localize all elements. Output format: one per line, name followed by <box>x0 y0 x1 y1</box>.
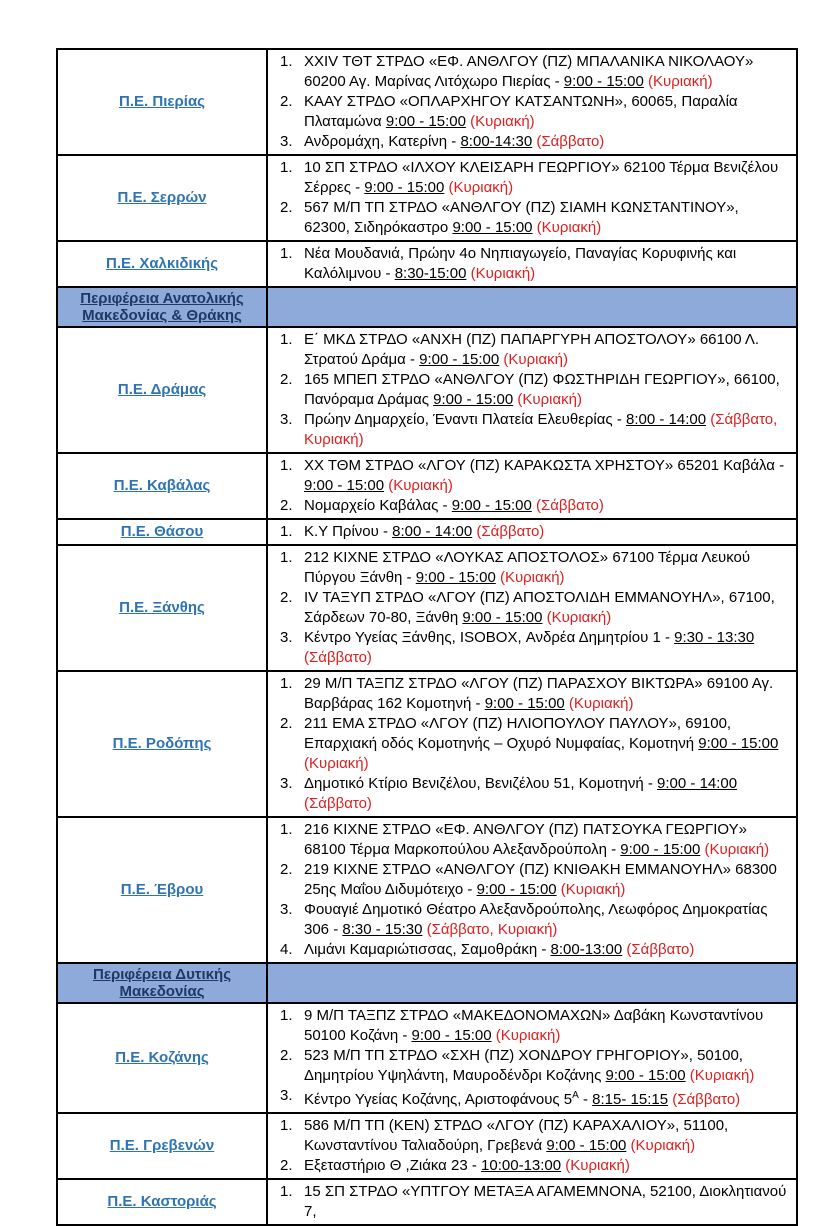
location-entry <box>268 1046 788 1086</box>
location-entry <box>268 496 788 516</box>
location-text: Κέντρο Υγείας Κοζάνης, Αριστοφάνους 5 <box>304 1091 573 1108</box>
entry-text <box>304 940 788 960</box>
entry-text <box>304 548 788 588</box>
day-text: (Κυριακή) <box>304 755 369 772</box>
location-text: 586 Μ/Π ΤΠ (ΚΕΝ) ΣΤΡΔΟ «ΛΓΟΥ (ΠΖ) ΚΑΡΑΧΑΛΙΟΥ», 51100, Κωνσταντίνου Ταλιαδούρη, Γρεβενά <box>304 1117 729 1154</box>
entry-text <box>304 674 788 714</box>
locations-cell <box>267 817 797 963</box>
hours-text: 9:00 - 15:00 <box>385 113 466 130</box>
location-text: 9 Μ/Π ΤΑΞΠΖ ΣΤΡΔΟ «ΜΑΚΕΔΟΝΟΜΑΧΩΝ» Δαβάκη Κωνσταντίνου 50100 Κοζάνη - <box>304 1007 764 1044</box>
entry-text <box>304 198 788 238</box>
location-entry <box>268 774 788 814</box>
hours-text: 9:00 - 15:00 <box>546 1137 627 1154</box>
hours-text: 8:30 - 15:30 <box>342 921 423 938</box>
unit-row <box>57 519 797 545</box>
day-text: (Κυριακή) <box>384 477 453 494</box>
unit-row <box>57 49 797 155</box>
location-entry <box>268 588 788 628</box>
locations-cell <box>267 671 797 817</box>
entry-text <box>304 1006 788 1046</box>
hours-text: 8:30-15:00 <box>394 265 467 282</box>
unit-name-cell <box>57 1179 267 1225</box>
unit-name-cell <box>57 327 267 453</box>
entry-text <box>304 52 788 92</box>
entry-number: 1. <box>280 549 293 566</box>
entry-number: 1. <box>280 159 293 176</box>
entry-number: 3. <box>280 775 293 792</box>
unit-name: Π.Ε. Πιερίας <box>119 93 205 110</box>
day-text: (Κυριακή) <box>542 609 612 626</box>
unit-name-cell <box>57 241 267 287</box>
entry-number: 1. <box>280 1117 293 1134</box>
entry-number: 2. <box>280 371 293 388</box>
entry-number: 2. <box>280 497 293 514</box>
location-entry <box>268 244 788 284</box>
unit-name: Π.Ε. Χαλκιδικής <box>105 255 219 272</box>
unit-name-cell <box>57 545 267 671</box>
hours-text: 9:00 - 15:00 <box>364 179 445 196</box>
schedule-table <box>56 48 798 1226</box>
hours-text: 9:00 - 15:00 <box>484 695 565 712</box>
location-entry <box>268 522 788 542</box>
day-text: (Κυριακή) <box>643 73 713 90</box>
day-text: (Κυριακή) <box>626 1137 696 1154</box>
location-entry <box>268 714 788 774</box>
entry-number: 1. <box>280 821 293 838</box>
hours-text: 8:00-14:30 <box>460 133 533 150</box>
unit-row <box>57 545 797 671</box>
entry-text <box>304 860 788 900</box>
entry-number: 3. <box>280 1087 293 1104</box>
day-text: (Κυριακή) <box>513 391 582 408</box>
day-text: (Σάββατο) <box>304 795 372 812</box>
entry-text <box>304 1086 788 1110</box>
hours-text: 8:00 - 14:00 <box>392 523 473 540</box>
hours-text: 9:00 - 15:00 <box>605 1067 686 1084</box>
day-text: (Κυριακή) <box>495 569 565 586</box>
unit-name-cell <box>57 671 267 817</box>
location-text: Εξεταστήριο Θ ,Ζιάκα 23 - <box>304 1157 482 1174</box>
entry-number: 2. <box>280 861 293 878</box>
entry-text <box>304 244 788 284</box>
location-text: Ε΄ ΜΚΔ ΣΤΡΔΟ «ΑΝΧΗ (ΠΖ) ΠΑΠΑΡΓΥΡΗ ΑΠΟΣΤΟΛΟΥ» 66100 Λ. Στρατού Δράμα - <box>304 331 760 368</box>
location-text: IV ΤΑΞΥΠ ΣΤΡΔΟ «ΛΓΟΥ (ΠΖ) ΑΠΟΣΤΟΛΙΔΗ ΕΜΜΑΝΟΥΗΛ», 67100, Σάρδεων 70-80, Ξάνθη <box>304 589 775 626</box>
location-text: ΚΑΑΥ ΣΤΡΔΟ «ΟΠΛΑΡΧΗΓΟΥ ΚΑΤΣΑΝΤΩΝΗ», 60065, Παραλία Πλαταμώνα <box>304 93 738 130</box>
location-text: Φουαγιέ Δημοτικό Θέατρο Αλεξανδρούπολης, Λεωφόρος Δημοκρατίας 306 - <box>304 901 768 938</box>
location-entry <box>268 940 788 960</box>
hours-text: 9:00 - 15:00 <box>304 477 385 494</box>
hours-text: 9:00 - 15:00 <box>563 73 644 90</box>
unit-name: Π.Ε. Καστοριάς <box>107 1193 217 1210</box>
unit-name-cell <box>57 1003 267 1113</box>
location-text: 567 Μ/Π ΤΠ ΣΤΡΔΟ «ΑΝΘΛΓΟΥ (ΠΖ) ΣΙΑΜΗ ΚΩΝΣΤΑΝΤΙΝΟΥ», 62300, Σιδηρόκαστρο <box>304 199 739 236</box>
location-entry <box>268 52 788 92</box>
location-text: Νέα Μουδανιά, Πρώην 4ο Νηπιαγωγείο, Παναγίας Κορυφινής και Καλόλιμνου - <box>304 245 737 282</box>
hours-text: 9:00 - 15:00 <box>451 497 532 514</box>
unit-name-cell <box>57 519 267 545</box>
day-text: (Σάββατο) <box>668 1091 741 1108</box>
hours-text: 9:00 - 15:00 <box>415 569 496 586</box>
locations-cell <box>267 519 797 545</box>
hours-text: 9:00 - 15:00 <box>452 219 533 236</box>
location-entry <box>268 1006 788 1046</box>
location-entry <box>268 132 788 152</box>
unit-name-cell <box>57 155 267 241</box>
entry-text <box>304 588 788 628</box>
entry-number: 2. <box>280 589 293 606</box>
locations-cell <box>267 453 797 519</box>
entry-number: 2. <box>280 93 293 110</box>
location-text: 523 Μ/Π ΤΠ ΣΤΡΔΟ «ΣΧΗ (ΠΖ) ΧΟΝΔΡΟΥ ΓΡΗΓΟΡΙΟΥ», 50100, Δημητρίου Υψηλάντη, Μαυροδένδρι Κοζάνης <box>304 1047 743 1084</box>
entry-text <box>304 820 788 860</box>
day-text: (Σάββατο) <box>532 133 605 150</box>
day-text: (Κυριακή) <box>466 265 536 282</box>
unit-name: Π.Ε. Ξάνθης <box>119 599 205 616</box>
entry-text <box>304 158 788 198</box>
locations-cell <box>267 327 797 453</box>
location-entry <box>268 900 788 940</box>
unit-name: Π.Ε. Δράμας <box>117 381 207 398</box>
region-header-row <box>57 963 797 1003</box>
location-text: 15 ΣΠ ΣΤΡΔΟ «ΥΠΤΓΟΥ ΜΕΤΑΞΑ ΑΓΑΜΕΜΝΟΝΑ, 52100, Διοκλητιανού 7, <box>304 1183 787 1220</box>
location-entry <box>268 198 788 238</box>
locations-cell <box>267 1003 797 1113</box>
unit-row <box>57 453 797 519</box>
day-text: (Σάββατο) <box>304 649 372 666</box>
hours-text: 9:00 - 15:00 <box>433 391 514 408</box>
location-text: Λιμάνι Καμαριώτισσας, Σαμοθράκη - <box>304 941 551 958</box>
hours-text: 9:00 - 14:00 <box>657 775 738 792</box>
entry-number: 1. <box>280 331 293 348</box>
unit-name: Π.Ε. Έβρου <box>120 881 204 898</box>
unit-row <box>57 1113 797 1179</box>
hours-text: 9:00 - 15:00 <box>698 735 779 752</box>
unit-row <box>57 1179 797 1225</box>
entry-number: 3. <box>280 629 293 646</box>
day-text: (Σάββατο, Κυριακή) <box>304 411 778 448</box>
day-text: (Κυριακή) <box>499 351 568 368</box>
entry-text <box>304 1116 788 1156</box>
location-text: ΧΧ ΤΘΜ ΣΤΡΔΟ «ΛΓΟΥ (ΠΖ) ΚΑΡΑΚΩΣΤΑ ΧΡΗΣΤΟΥ» 65201 Καβάλα - <box>304 457 785 474</box>
locations-cell <box>267 49 797 155</box>
hours-text: 10:00-13:00 <box>481 1157 562 1174</box>
unit-row <box>57 671 797 817</box>
entry-text <box>304 132 788 152</box>
entry-text <box>304 92 788 132</box>
location-text: 29 Μ/Π ΤΑΞΠΖ ΣΤΡΔΟ «ΛΓΟΥ (ΠΖ) ΠΑΡΑΣΧΟΥ ΒΙΚΤΩΡΑ» 69100 Αγ. Βαρβάρας 162 Κομοτηνή - <box>304 675 774 712</box>
locations-cell <box>267 287 797 327</box>
entry-number: 3. <box>280 411 293 428</box>
hours-text: 9:00 - 15:00 <box>476 881 557 898</box>
entry-text <box>304 496 788 516</box>
hours-text: 9:30 - 13:30 <box>674 629 755 646</box>
location-text: - <box>578 1091 593 1108</box>
unit-row <box>57 241 797 287</box>
day-text: (Σάββατο, Κυριακή) <box>422 921 558 938</box>
entry-number: 1. <box>280 245 293 262</box>
location-entry <box>268 1116 788 1156</box>
locations-cell <box>267 155 797 241</box>
location-text: Νομαρχείο Καβάλας - <box>304 497 452 514</box>
entry-number: 1. <box>280 1007 293 1024</box>
location-entry <box>268 370 788 410</box>
location-text: Κέντρο Υγείας Ξάνθης, ISOBOX, Ανδρέα Δημητρίου 1 - <box>304 629 675 646</box>
unit-name-cell <box>57 1113 267 1179</box>
entry-text <box>304 900 788 940</box>
entry-text <box>304 410 788 450</box>
location-text: 216 ΚΙΧΝΕ ΣΤΡΔΟ «ΕΦ. ΑΝΘΛΓΟΥ (ΠΖ) ΠΑΤΣΟΥΚΑ ΓΕΩΡΓΙΟΥ» 68100 Τέρμα Μαρκοπούλου Αλεξανδρούπολη - <box>304 821 747 858</box>
unit-name: Π.Ε. Κοζάνης <box>115 1049 209 1066</box>
entry-number: 1. <box>280 523 293 540</box>
entry-number: 2. <box>280 1157 293 1174</box>
location-entry <box>268 1156 788 1176</box>
location-entry <box>268 674 788 714</box>
region-name: Περιφέρεια Ανατολικής Μακεδονίας & Θράκης <box>80 290 244 324</box>
day-text: (Σάββατο) <box>622 941 695 958</box>
location-text: Α <box>572 1090 579 1101</box>
entry-number: 3. <box>280 901 293 918</box>
entry-text <box>304 774 788 814</box>
location-entry <box>268 628 788 668</box>
entry-text <box>304 370 788 410</box>
hours-text: 8:15- 15:15 <box>592 1091 669 1108</box>
unit-name: Π.Ε. Καβάλας <box>113 477 211 494</box>
day-text: (Σάββατο) <box>472 523 545 540</box>
entry-number: 1. <box>280 1183 293 1200</box>
location-text: 10 ΣΠ ΣΤΡΔΟ «ΙΛΧΟΥ ΚΛΕΙΣΑΡΗ ΓΕΩΡΓΙΟΥ» 62100 Τέρμα Βενιζέλου Σέρρες - <box>304 159 779 196</box>
entry-text <box>304 1182 788 1222</box>
region-name-cell <box>57 963 267 1003</box>
day-text: (Σάββατο) <box>531 497 604 514</box>
unit-name-cell <box>57 817 267 963</box>
hours-text: 9:00 - 15:00 <box>462 609 543 626</box>
day-text: (Κυριακή) <box>561 1157 630 1174</box>
day-text: (Κυριακή) <box>491 1027 561 1044</box>
entry-number: 2. <box>280 199 293 216</box>
location-entry <box>268 410 788 450</box>
location-text: Πρώην Δημαρχείο, Έναντι Πλατεία Ελευθερίας - <box>304 411 626 428</box>
hours-text: 8:00 - 14:00 <box>625 411 707 428</box>
unit-row <box>57 1003 797 1113</box>
location-text: XXIV ΤΘΤ ΣΤΡΔΟ «ΕΦ. ΑΝΘΛΓΟΥ (ΠΖ) ΜΠΑΛΑΝΙΚΑ ΝΙΚΟΛΑΟΥ» 60200 Αγ. Μαρίνας Λιτόχωρο Πιερίας - <box>304 53 754 90</box>
location-entry <box>268 548 788 588</box>
day-text: (Κυριακή) <box>700 841 770 858</box>
region-header-row <box>57 287 797 327</box>
unit-name: Π.Ε. Ροδόπης <box>112 735 212 752</box>
day-text: (Κυριακή) <box>685 1067 755 1084</box>
locations-cell <box>267 963 797 1003</box>
location-entry <box>268 158 788 198</box>
entry-text <box>304 456 788 496</box>
location-text: Κ.Υ Πρίνου - <box>304 523 393 540</box>
entry-text <box>304 522 788 542</box>
day-text: (Κυριακή) <box>564 695 634 712</box>
entry-number: 1. <box>280 675 293 692</box>
location-text: Ανδρομάχη, Κατερίνη - <box>304 133 461 150</box>
region-name: Περιφέρεια Δυτικής Μακεδονίας <box>93 966 231 1000</box>
entry-number: 1. <box>280 457 293 474</box>
location-entry <box>268 860 788 900</box>
location-text: 165 ΜΠΕΠ ΣΤΡΔΟ «ΑΝΘΛΓΟΥ (ΠΖ) ΦΩΣΤΗΡΙΔΗ ΓΕΩΡΓΙΟΥ», 66100, Πανόραμα Δράμας <box>304 371 780 408</box>
location-entry <box>268 456 788 496</box>
location-entry <box>268 1182 788 1222</box>
hours-text: 9:00 - 15:00 <box>419 351 500 368</box>
location-text: Δημοτικό Κτίριο Βενιζέλου, Βενιζέλου 51, Κομοτηνή - <box>304 775 658 792</box>
entry-number: 3. <box>280 133 293 150</box>
entry-number: 2. <box>280 1047 293 1064</box>
locations-cell <box>267 545 797 671</box>
unit-name: Π.Ε. Θάσου <box>120 523 204 540</box>
region-name-cell <box>57 287 267 327</box>
unit-name: Π.Ε. Σερρών <box>117 189 207 206</box>
location-text: 212 ΚΙΧΝΕ ΣΤΡΔΟ «ΛΟΥΚΑΣ ΑΠΟΣΤΟΛΟΣ» 67100 Τέρμα Λευκού Πύργου Ξάνθη - <box>304 549 751 586</box>
unit-name: Π.Ε. Γρεβενών <box>109 1137 215 1154</box>
unit-name-cell <box>57 453 267 519</box>
location-text: 219 ΚΙΧΝΕ ΣΤΡΔΟ «ΑΝΘΛΓΟΥ (ΠΖ) ΚΝΙΘΑΚΗ ΕΜΜΑΝΟΥΗΛ» 68300 25ης Μαΐου Διδυμότειχο - <box>304 861 777 898</box>
entry-text <box>304 1156 788 1176</box>
day-text: (Κυριακή) <box>465 113 535 130</box>
hours-text: 9:00 - 15:00 <box>620 841 701 858</box>
entry-text <box>304 1046 788 1086</box>
entry-text <box>304 330 788 370</box>
hours-text: 9:00 - 15:00 <box>411 1027 492 1044</box>
unit-row <box>57 327 797 453</box>
location-entry <box>268 92 788 132</box>
locations-cell <box>267 241 797 287</box>
locations-cell <box>267 1179 797 1225</box>
entry-text <box>304 714 788 774</box>
locations-cell <box>267 1113 797 1179</box>
location-entry <box>268 330 788 370</box>
entry-number: 4. <box>280 941 293 958</box>
location-entry <box>268 1086 788 1110</box>
entry-number: 2. <box>280 715 293 732</box>
unit-name-cell <box>57 49 267 155</box>
location-entry <box>268 820 788 860</box>
unit-row <box>57 817 797 963</box>
entry-number: 1. <box>280 53 293 70</box>
day-text: (Κυριακή) <box>444 179 514 196</box>
unit-row <box>57 155 797 241</box>
entry-text <box>304 628 788 668</box>
location-text: 211 ΕΜΑ ΣΤΡΔΟ «ΛΓΟΥ (ΠΖ) ΗΛΙΟΠΟΥΛΟΥ ΠΑΥΛΟΥ», 69100, Επαρχιακή οδός Κομοτηνής – Οχυρό Νυμφαίας, Κομοτηνή <box>304 715 732 752</box>
hours-text: 8:00-13:00 <box>550 941 623 958</box>
day-text: (Κυριακή) <box>556 881 626 898</box>
day-text: (Κυριακή) <box>532 219 602 236</box>
